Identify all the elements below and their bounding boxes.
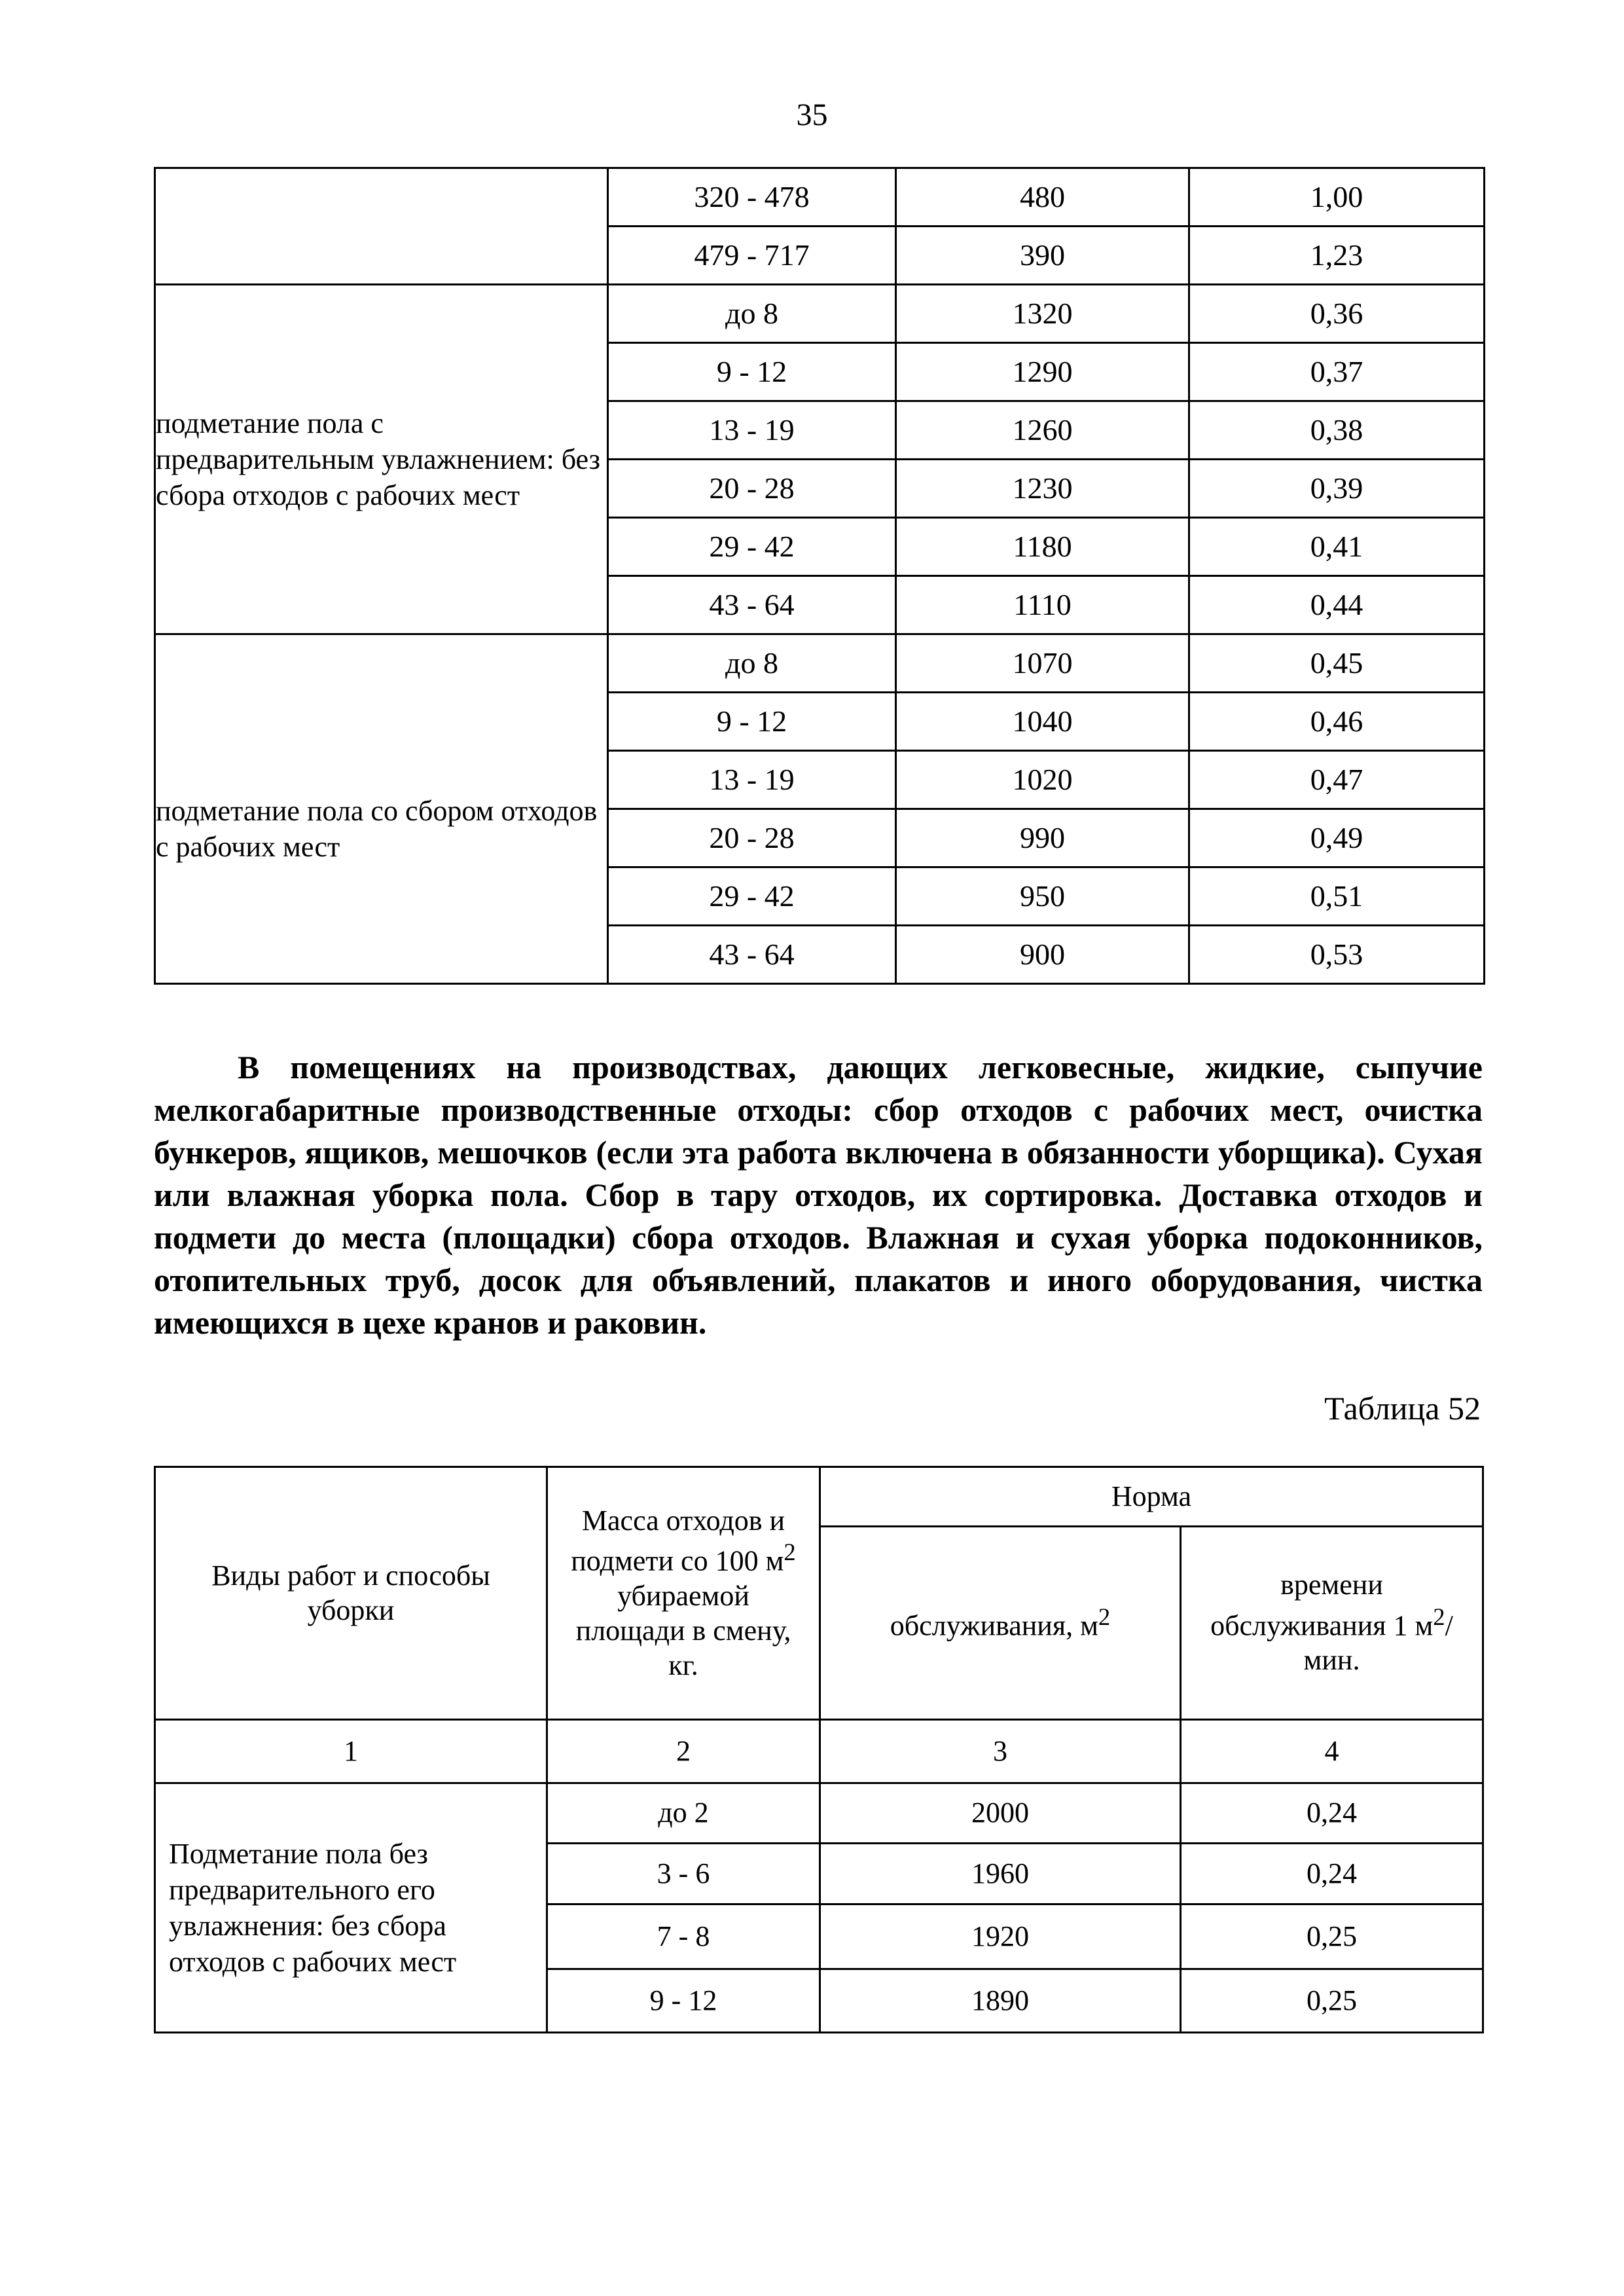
column-number: 3 xyxy=(820,1720,1181,1783)
mass-range: до 2 xyxy=(547,1783,820,1844)
service-time: 0,49 xyxy=(1189,809,1485,867)
mass-range: 29 - 42 xyxy=(608,518,896,576)
service-area: 1890 xyxy=(820,1969,1181,2033)
service-area: 1040 xyxy=(896,693,1189,751)
service-time: 0,45 xyxy=(1189,634,1485,693)
mass-range: до 8 xyxy=(608,634,896,693)
service-area: 1320 xyxy=(896,285,1189,343)
service-time: 0,53 xyxy=(1189,926,1485,984)
work-type-label xyxy=(155,168,608,285)
header-work-types: Виды работ и способы уборки xyxy=(155,1467,547,1720)
header-service-area-text: обслуживания, м xyxy=(890,1609,1098,1642)
column-number: 2 xyxy=(547,1720,820,1783)
header-service-area xyxy=(820,1527,1181,1720)
header-service-time-text: времени обслуживания 1 м xyxy=(1210,1568,1434,1642)
service-area: 2000 xyxy=(820,1783,1181,1844)
service-area: 480 xyxy=(896,168,1189,227)
mass-range: 7 - 8 xyxy=(547,1904,820,1969)
mass-range: 29 - 42 xyxy=(608,867,896,926)
paragraph-text: В помещениях на производствах, дающих легковесные, жидкие, сыпучие мелкогабаритные производственные отходы: сбор отходов с рабочих мест, очистка бункеров, ящиков, мешочков (если эта работа включена в обязанности уборщика). Сухая или влажная уборка пола. Сбор в тару отходов, их сортировка. Доставка отходов и подмети до места (площадки) сбора отходов. Влажная и сухая уборка подоконников, отопительных труб, досок для объявлений, плакатов и иного оборудования, чистка имеющихся в цехе кранов и раковин. xyxy=(154,1049,1483,1341)
service-area: 950 xyxy=(896,867,1189,926)
service-time: 0,39 xyxy=(1189,460,1485,518)
service-time: 0,47 xyxy=(1189,751,1485,809)
mass-range: 3 - 6 xyxy=(547,1844,820,1904)
service-area: 1020 xyxy=(896,751,1189,809)
service-time: 0,24 xyxy=(1181,1783,1483,1844)
mass-range: 43 - 64 xyxy=(608,926,896,984)
service-area: 1290 xyxy=(896,343,1189,401)
mass-range: 13 - 19 xyxy=(608,401,896,460)
header-norma: Норма xyxy=(820,1467,1483,1527)
service-time: 0,37 xyxy=(1189,343,1485,401)
service-area: 1260 xyxy=(896,401,1189,460)
work-type-label: Подметание пола без предварительного его увлажнения: без сбора отходов с рабочих мест xyxy=(155,1783,547,2033)
table-52 xyxy=(154,1466,1484,2033)
page-number: 35 xyxy=(796,98,828,132)
service-time: 0,25 xyxy=(1181,1904,1483,1969)
table-row xyxy=(155,1783,1483,1844)
header-waste-mass-text-2: убираемой площади в смену, кг. xyxy=(575,1579,791,1681)
mass-range: 479 - 717 xyxy=(608,227,896,285)
header-waste-mass-text: Масса отходов и подмети со 100 м xyxy=(571,1504,785,1578)
service-time: 0,44 xyxy=(1189,576,1485,634)
superscript: 2 xyxy=(784,1539,796,1566)
service-time: 1,23 xyxy=(1189,227,1485,285)
service-time: 0,41 xyxy=(1189,518,1485,576)
table-row xyxy=(155,285,1485,343)
mass-range: 9 - 12 xyxy=(608,693,896,751)
service-time: 0,46 xyxy=(1189,693,1485,751)
service-time: 0,36 xyxy=(1189,285,1485,343)
body-paragraph xyxy=(154,1046,1483,1344)
continued-table xyxy=(154,167,1485,985)
mass-range: 9 - 12 xyxy=(547,1969,820,2033)
service-area: 990 xyxy=(896,809,1189,867)
service-area: 1070 xyxy=(896,634,1189,693)
table-row xyxy=(155,168,1485,227)
service-area: 900 xyxy=(896,926,1189,984)
mass-range: 9 - 12 xyxy=(608,343,896,401)
mass-range: 20 - 28 xyxy=(608,809,896,867)
column-number: 1 xyxy=(155,1720,547,1783)
mass-range: 20 - 28 xyxy=(608,460,896,518)
table-caption: Таблица 52 xyxy=(1324,1390,1481,1427)
header-service-time-text-2: /мин. xyxy=(1303,1609,1453,1677)
service-time: 1,00 xyxy=(1189,168,1485,227)
service-area: 1920 xyxy=(820,1904,1181,1969)
service-area: 1110 xyxy=(896,576,1189,634)
work-type-label: подметание пола со сбором отходов с рабочих мест xyxy=(155,634,608,984)
superscript: 2 xyxy=(1433,1603,1445,1630)
mass-range: до 8 xyxy=(608,285,896,343)
mass-range: 43 - 64 xyxy=(608,576,896,634)
mass-range: 320 - 478 xyxy=(608,168,896,227)
service-area: 1180 xyxy=(896,518,1189,576)
column-number: 4 xyxy=(1181,1720,1483,1783)
table-row xyxy=(155,634,1485,693)
superscript: 2 xyxy=(1098,1603,1111,1630)
service-area: 390 xyxy=(896,227,1189,285)
service-area: 1960 xyxy=(820,1844,1181,1904)
service-time: 0,24 xyxy=(1181,1844,1483,1904)
header-service-time xyxy=(1181,1527,1483,1720)
service-time: 0,25 xyxy=(1181,1969,1483,2033)
service-time: 0,38 xyxy=(1189,401,1485,460)
mass-range: 13 - 19 xyxy=(608,751,896,809)
header-waste-mass xyxy=(547,1467,820,1720)
work-type-label: подметание пола с предварительным увлажнением: без сбора отходов с рабочих мест xyxy=(155,285,608,634)
service-time: 0,51 xyxy=(1189,867,1485,926)
service-area: 1230 xyxy=(896,460,1189,518)
